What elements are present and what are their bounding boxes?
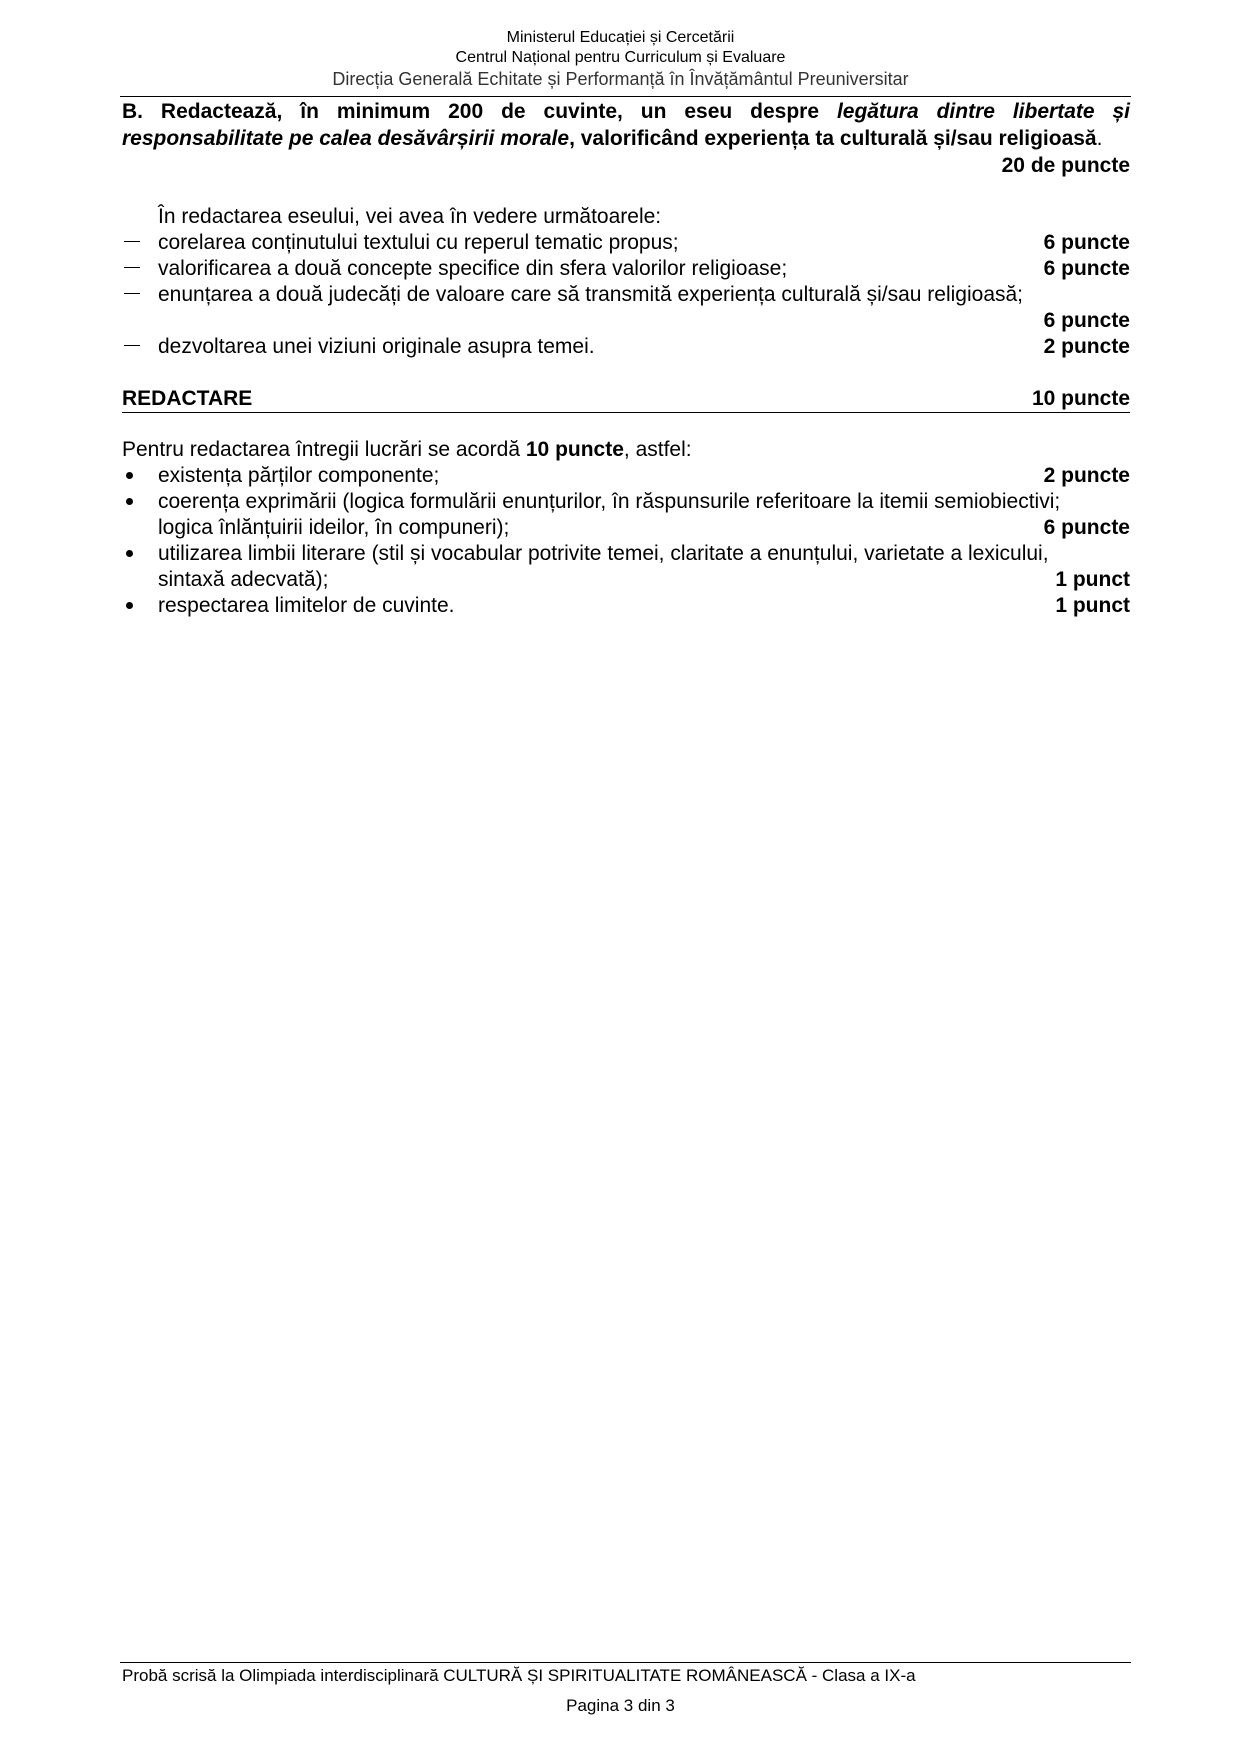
redactare-points: 10 puncte — [1031, 387, 1130, 410]
essay-intro: În redactarea eseului, vei avea în vedere următoarele: — [158, 205, 662, 228]
bullet-marker — [126, 498, 133, 505]
essay-criterion — [122, 230, 1130, 256]
task-b-topic: legătura dintre libertate și responsabilitate pe calea desăvârșirii morale — [122, 100, 1130, 150]
essay-criterion — [122, 334, 1130, 360]
redactare-criterion — [122, 463, 1130, 489]
task-b-statement — [122, 98, 1130, 177]
dash-marker — [124, 267, 140, 268]
bullet-marker — [126, 550, 133, 557]
dash-marker — [124, 293, 140, 294]
ministry-name: Ministerul Educației și Cercetării — [506, 29, 735, 46]
bullet-marker — [126, 602, 133, 609]
center-name: Centrul Național pentru Curriculum și Evaluare — [455, 49, 786, 66]
criterion-text: coerența exprimării (logica formulării enunțurilor, în răspunsurile referitoare la itemii semiobiectivi; — [158, 490, 1061, 513]
footer-divider — [120, 1662, 1131, 1663]
criterion-points: 6 puncte — [1043, 231, 1130, 254]
criterion-points: 2 puncte — [1043, 335, 1130, 358]
criterion-text: respectarea limitelor de cuvinte. — [158, 594, 455, 617]
redactare-criterion — [122, 593, 1130, 619]
criterion-text: logica înlănțuirii ideilor, în compuneri); — [158, 516, 510, 539]
criterion-text: enunțarea a două judecăți de valoare care să transmită experiența culturală și/sau religioasă; — [158, 283, 1024, 306]
task-b-lead: B. Redactează, în minimum 200 de cuvinte, un eseu despre — [122, 100, 837, 123]
criterion-text: utilizarea limbii literare (stil și vocabular potrivite temei, claritate a enunțului, varietate a lexicului, — [158, 542, 1049, 565]
task-b-points: 20 de puncte — [1001, 154, 1130, 177]
bullet-marker — [126, 472, 133, 479]
redactare-intro — [122, 437, 1130, 463]
redactare-criterion — [122, 489, 1130, 515]
criterion-text: dezvoltarea unei viziuni originale asupra temei. — [158, 335, 595, 358]
redactare-intro-points: 10 puncte — [525, 438, 624, 461]
criterion-points: 6 puncte — [1043, 309, 1130, 332]
page-content — [122, 98, 1130, 619]
criterion-points: 1 punct — [1055, 568, 1130, 591]
redactare-heading — [122, 386, 1130, 413]
dash-marker — [124, 241, 140, 242]
page-number: Pagina 3 din 3 — [566, 1696, 675, 1715]
criterion-text: sintaxă adecvată); — [158, 568, 329, 591]
redactare-title: REDACTARE — [122, 387, 253, 410]
redactare-criterion — [122, 541, 1130, 567]
redactare-intro-end: , astfel: — [623, 438, 692, 461]
page-header — [0, 28, 1241, 90]
task-b-mid: , valorificând experiența ta culturală și/sau religioasă — [569, 127, 1097, 150]
redactare-criterion-cont — [122, 515, 1130, 541]
directorate-name: Direcția Generală Echitate și Performanță în Învățământul Preuniversitar — [332, 69, 909, 89]
header-divider — [120, 96, 1131, 97]
task-b-end: . — [1096, 127, 1103, 150]
redactare-intro-text: Pentru redactarea întregii lucrări se acordă — [122, 438, 526, 461]
criterion-text: existența părților componente; — [158, 464, 440, 487]
criterion-text: valorificarea a două concepte specifice din sfera valorilor religioase; — [158, 257, 788, 280]
criterion-points: 2 puncte — [1043, 464, 1130, 487]
criterion-points: 6 puncte — [1043, 516, 1130, 539]
essay-criterion — [122, 282, 1130, 308]
criterion-text: corelarea conținutului textului cu reperul tematic propus; — [158, 231, 679, 254]
footer-exam-name: Probă scrisă la Olimpiada interdisciplinară CULTURĂ ȘI SPIRITUALITATE ROMÂNEASCĂ - Clasa a IX-a — [122, 1666, 916, 1685]
criterion-points: 1 punct — [1055, 594, 1130, 617]
essay-criterion — [122, 256, 1130, 282]
dash-marker — [124, 345, 140, 346]
redactare-criterion-cont — [122, 567, 1130, 593]
criterion-points: 6 puncte — [1043, 257, 1130, 280]
